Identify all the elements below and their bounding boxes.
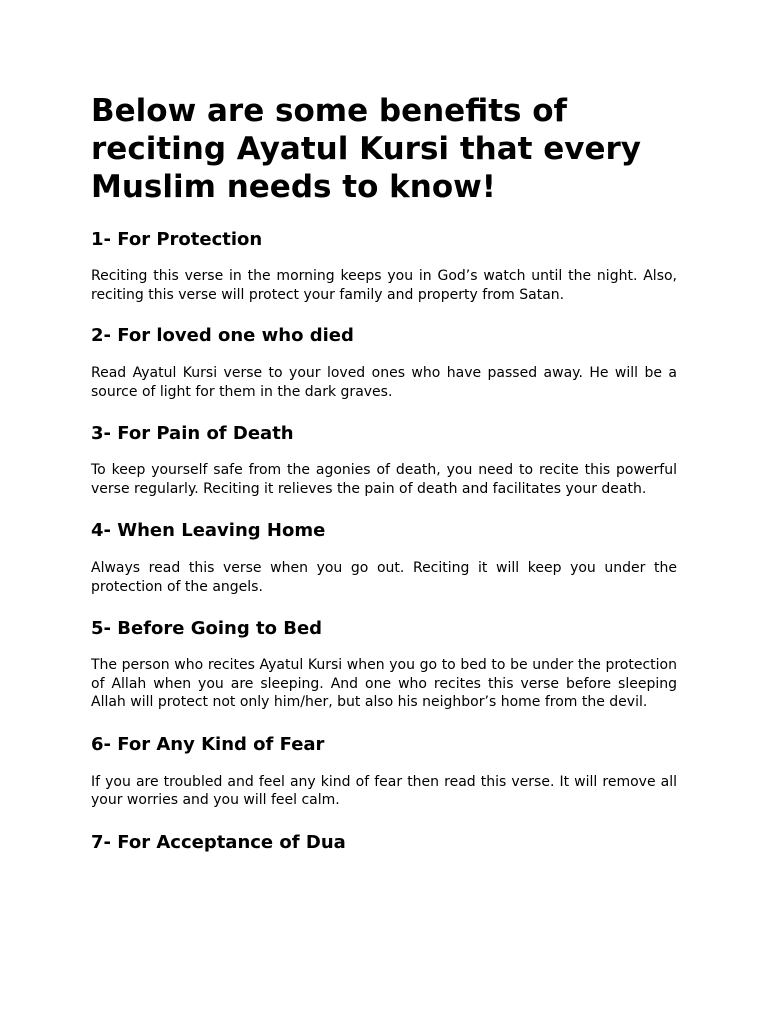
section-heading-before-bed: 5- Before Going to Bed: [91, 618, 323, 639]
section-heading-fear: 6- For Any Kind of Fear: [91, 733, 325, 755]
document-title: Below are some benefits of reciting Ayatul Kursi that every Muslim needs to know!: [91, 93, 642, 205]
section-body-loved-one: Read Ayatul Kursi verse to your loved ones who have passed away. He will be a source of light for them in the dark graves.: [91, 365, 677, 400]
document-page: [91, 92, 677, 854]
section-heading-leaving-home: 4- When Leaving Home: [91, 520, 326, 541]
section-body-leaving-home: Always read this verse when you go out. Reciting it will keep you under the protection of the angels.: [91, 560, 677, 595]
section-heading-pain-of-death: 3- For Pain of Death: [91, 423, 294, 444]
section-heading-protection: 1- For Protection: [91, 229, 263, 250]
section-heading-dua: 7- For Acceptance of Dua: [91, 831, 346, 853]
section-heading-loved-one: 2- For loved one who died: [91, 325, 354, 346]
section-body-fear: If you are troubled and feel any kind of fear then read this verse. It will remove all your worries and you will feel calm.: [91, 773, 677, 808]
section-body-protection: Reciting this verse in the morning keeps you in God’s watch until the night. Also, reciting this verse will protect your family and property from Satan.: [91, 268, 677, 303]
section-body-before-bed: The person who recites Ayatul Kursi when you go to bed to be under the protection of Allah when you are sleeping. And one who recites this verse before sleeping Allah will protect not only him/her, but also his neighbor’s home from the devil.: [91, 657, 677, 710]
section-body-pain-of-death: To keep yourself safe from the agonies of death, you need to recite this powerful verse regularly. Reciting it relieves the pain of death and facilitates your death.: [91, 462, 677, 497]
